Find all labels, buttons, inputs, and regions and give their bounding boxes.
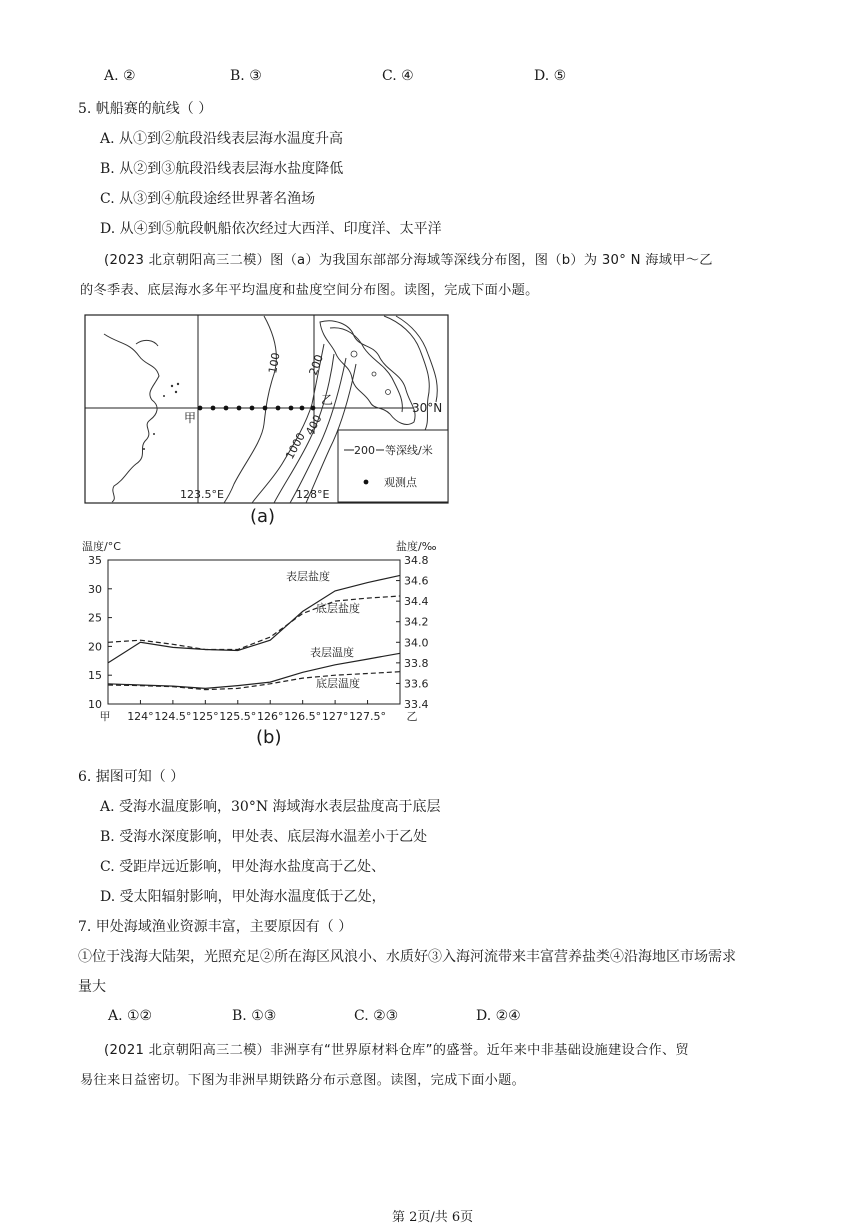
x-axis-tick-label: 125° [192, 710, 219, 723]
observation-point [211, 406, 216, 411]
x-axis-tick-label: 124° [127, 710, 154, 723]
option-d: D. ⑤ [534, 68, 567, 84]
question-6-stem: 6. 据图可知（ ） [78, 769, 185, 785]
point-jia-label: 甲 [184, 411, 197, 425]
observation-point [237, 406, 242, 411]
question-7-statement-line-2: 量大 [78, 979, 106, 995]
x-axis-tick-label: 126.5° [284, 710, 322, 723]
legend-line-label: 等深线/米 [385, 444, 433, 457]
contour-label-100: 100 [266, 351, 283, 375]
question-7-option-b: B. ①③ [232, 1008, 277, 1024]
right-axis-tick-label: 33.6 [404, 677, 429, 691]
left-axis-tick-label: 25 [88, 611, 102, 625]
question-7-option-d: D. ②④ [476, 1008, 521, 1024]
question-7-option-c: C. ②③ [354, 1008, 399, 1024]
option-a: A. ② [104, 68, 136, 84]
map-caption: (a) [250, 506, 276, 527]
left-axis-tick-label: 15 [88, 669, 102, 683]
page-number: 第 2页/共 6页 [392, 1210, 474, 1225]
x-axis-tick-label: 127° [321, 710, 349, 723]
legend-dot-icon [364, 480, 369, 485]
left-axis-tick-label: 30 [88, 582, 102, 596]
observation-point [224, 406, 229, 411]
intro-paragraph-2-line-2: 易往来日益密切。下图为非洲早期铁路分布示意图。读图，完成下面小题。 [80, 1073, 526, 1088]
question-6-option-a: A. 受海水温度影响，30°N 海域海水表层盐度高于底层 [100, 799, 441, 815]
x-end-label: 乙 [406, 710, 418, 723]
longitude-label-right: 128°E [296, 488, 330, 501]
x-start-label: 甲 [99, 710, 111, 723]
intro-paragraph-2-line-1: (2021 北京朝阳高三二模）非洲享有“世界原材料仓库”的盛誉。近年来中非基础设施建设合作、贸 [104, 1043, 689, 1058]
left-axis-tick-label: 35 [88, 554, 102, 567]
legend-dot-label: 观测点 [384, 476, 417, 489]
intro-paragraph-line-2: 的冬季表、底层海水多年平均温度和盐度空间分布图。读图，完成下面小题。 [80, 283, 539, 298]
contour-label-1000: 1000 [283, 430, 308, 462]
left-axis-title: 温度/°C [82, 540, 121, 553]
intro-paragraph-line-1: (2023 北京朝阳高三二模）图（a）为我国东部部分海域等深线分布图，图（b）为 30° N 海域甲～乙 [104, 253, 713, 268]
x-axis-tick-label: 125.5° [219, 710, 257, 723]
question-6-option-d: D. 受太阳辐射影响，甲处海水温度低于乙处， [100, 889, 386, 905]
question-5-stem: 5. 帆船赛的航线（ ） [78, 101, 213, 117]
x-axis-tick-label: 126° [256, 710, 284, 723]
right-axis-tick-label: 34.6 [404, 574, 429, 588]
observation-point [250, 406, 255, 411]
observation-point [311, 406, 316, 411]
right-axis-tick-label: 34.4 [404, 595, 429, 609]
observation-point [276, 406, 281, 411]
option-c: C. ④ [382, 68, 414, 84]
question-5-option-b: B. 从②到③航段沿线表层海水盐度降低 [100, 161, 344, 177]
map-legend [338, 430, 448, 502]
bathymetric-map [84, 314, 450, 506]
contour-label-200: 200 [306, 352, 327, 378]
question-6-option-b: B. 受海水深度影响，甲处表、底层海水温差小于乙处 [100, 829, 428, 845]
question-6-option-c: C. 受距岸远近影响，甲处海水盐度高于乙处、 [100, 859, 386, 875]
longitude-label-left: 123.5°E [180, 488, 224, 501]
question-5-option-a: A. 从①到②航段沿线表层海水温度升高 [100, 131, 344, 147]
observation-point [263, 406, 268, 411]
contour-label-400: 400 [303, 412, 325, 438]
observation-point [300, 406, 305, 411]
series-label: 表层温度 [310, 646, 354, 659]
legend-line-value: 200 [354, 444, 375, 457]
latitude-label: 30°N [412, 401, 443, 415]
observation-point [198, 406, 203, 411]
series-label: 底层盐度 [316, 602, 360, 615]
right-axis-tick-label: 34.8 [404, 554, 429, 567]
x-axis-tick-label: 127.5° [349, 710, 387, 723]
observation-point [289, 406, 294, 411]
question-7-stem: 7. 甲处海域渔业资源丰富，主要原因有（ ） [78, 919, 353, 935]
chart-caption: (b) [256, 727, 282, 748]
question-7-statement-line-1: ①位于浅海大陆架，光照充足②所在海区风浪小、水质好③入海河流带来丰富营养盐类④沿海地区市场需求 [78, 949, 736, 965]
question-5-option-d: D. 从④到⑤航段帆船依次经过大西洋、印度洋、太平洋 [100, 221, 442, 237]
right-axis-tick-label: 34.0 [404, 636, 429, 650]
right-axis-tick-label: 33.4 [404, 698, 429, 711]
left-axis-tick-label: 20 [88, 640, 102, 654]
question-7-option-a: A. ①② [108, 1008, 153, 1024]
left-axis-tick-label: 10 [88, 698, 102, 711]
option-b: B. ③ [230, 68, 262, 84]
temperature-salinity-chart [80, 536, 440, 728]
series-label: 底层温度 [316, 677, 360, 690]
series-line [108, 575, 400, 663]
right-axis-title: 盐度/‰ [396, 540, 437, 553]
x-axis-tick-label: 124.5° [154, 710, 192, 723]
question-5-option-c: C. 从③到④航段途经世界著名渔场 [100, 191, 316, 207]
series-label: 表层盐度 [286, 570, 330, 583]
right-axis-tick-label: 34.2 [404, 615, 429, 629]
point-yi-label: 乙 [321, 393, 334, 407]
right-axis-tick-label: 33.8 [404, 656, 429, 670]
